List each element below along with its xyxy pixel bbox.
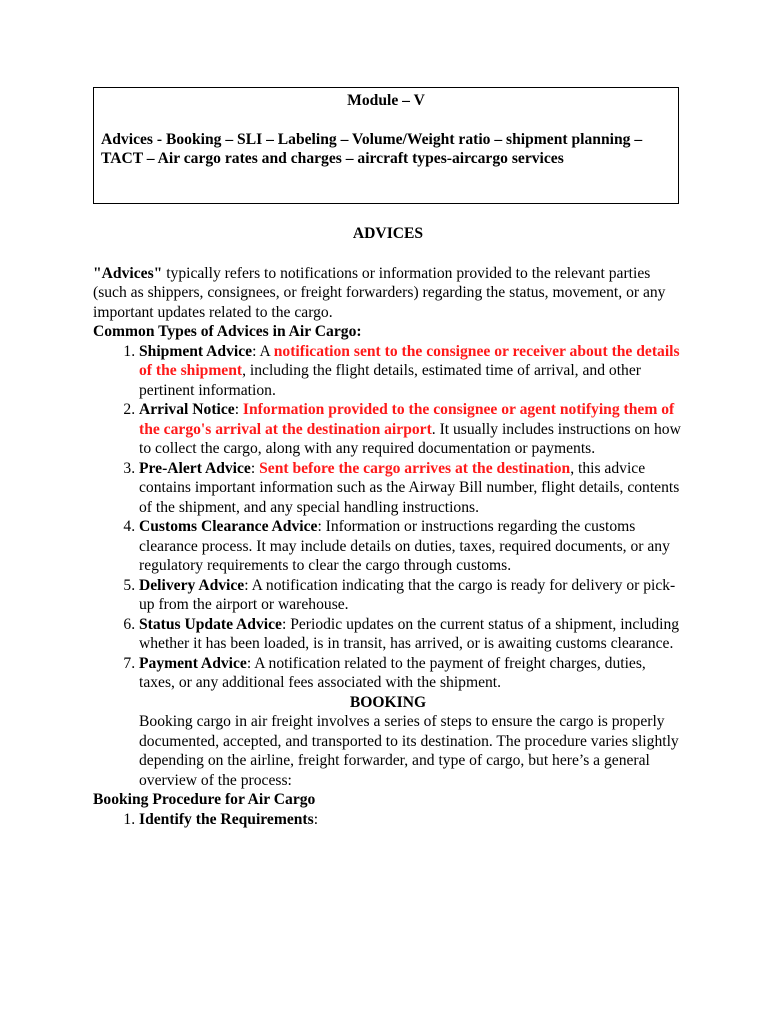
advice-highlight: Information provided to the consignee or agent notifying them of the cargo's arrival at the destination airport [139,401,675,438]
advice-types-list [93,342,683,693]
module-title: Module – V [347,92,425,109]
advice-separator: : [234,401,243,418]
advice-separator: : [281,615,291,633]
advice-term: Customs Clearance Advice [139,518,318,535]
module-header-box [93,87,679,204]
advice-types-heading: Common Types of Advices in Air Cargo: [93,323,362,340]
list-item [139,459,683,518]
module-topics: Advices - Booking – SLI – Labeling – Volume/Weight ratio – shipment planning – TACT – Air cargo rates and charges – aircraft types-aircargo services [101,130,643,167]
advice-separator: : [317,518,326,535]
procedure-step-term: Identify the Requirements [139,810,314,828]
advices-intro-text: typically refers to notifications or information provided to the relevant parties (such as shippers, consignees, or freight forwarders) regarding the status, movement, or any important updates related to the cargo. [93,264,666,321]
advice-highlight: notification sent to the consignee or receiver about the details of the shipment [139,342,680,379]
advice-description: A notification related to the payment of freight charges, duties, taxes, or any additional fees associated with the shipment. [139,654,646,691]
advice-description: . It usually includes instructions on how to collect the cargo, along with any required documentation or payments. [139,420,681,457]
advice-term: Arrival Notice [139,401,235,418]
advice-description: , including the flight details, estimated time of arrival, and other pertinent information. [139,362,641,399]
advices-intro-term: "Advices" [93,264,163,282]
advice-term: Pre-Alert Advice [139,459,251,477]
advice-separator: : [246,654,255,672]
list-item [139,654,683,693]
advice-description: Periodic updates on the current status of a shipment, including whether it has been loaded, is in transit, has arrived, or is awaiting customs clearance. [139,615,680,652]
procedure-step-separator: : [313,810,319,828]
advice-separator: : [244,576,252,594]
list-item [139,400,683,459]
advice-description: A notification indicating that the cargo is ready for delivery or pick-up from the airport or warehouse. [139,576,676,613]
booking-procedure-heading: Booking Procedure for Air Cargo [93,791,316,808]
advices-heading: ADVICES [352,225,424,242]
advice-term: Payment Advice [139,654,247,672]
list-item [139,810,683,830]
document-body [93,224,683,829]
advice-term: Status Update Advice [139,615,282,633]
advice-term: Delivery Advice [139,576,245,594]
booking-heading: BOOKING [349,693,427,711]
advice-description: , this advice contains important information such as the Airway Bill number, flight details, contents of the shipment, and any special handling instructions. [139,459,680,516]
booking-paragraph: Booking cargo in air freight involves a series of steps to ensure the cargo is properly documented, accepted, and transported to its destination. The procedure varies slightly depending on the airline, freight forwarder, and type of cargo, but here’s a general overview of the process: [139,713,679,789]
advice-separator: : [250,459,260,477]
advice-highlight: Sent before the cargo arrives at the destination [259,459,571,477]
advice-separator: : A [252,342,274,360]
advices-intro [93,264,683,323]
list-item [139,517,683,576]
list-item [139,576,683,615]
advice-description: Information or instructions regarding the customs clearance process. It may include details on duties, taxes, required documents, or any regulatory requirements to clear the cargo through customs. [139,518,670,574]
advice-term: Shipment Advice [139,342,253,360]
booking-procedure-list [93,810,683,830]
list-item [139,342,683,401]
list-item [139,615,683,654]
